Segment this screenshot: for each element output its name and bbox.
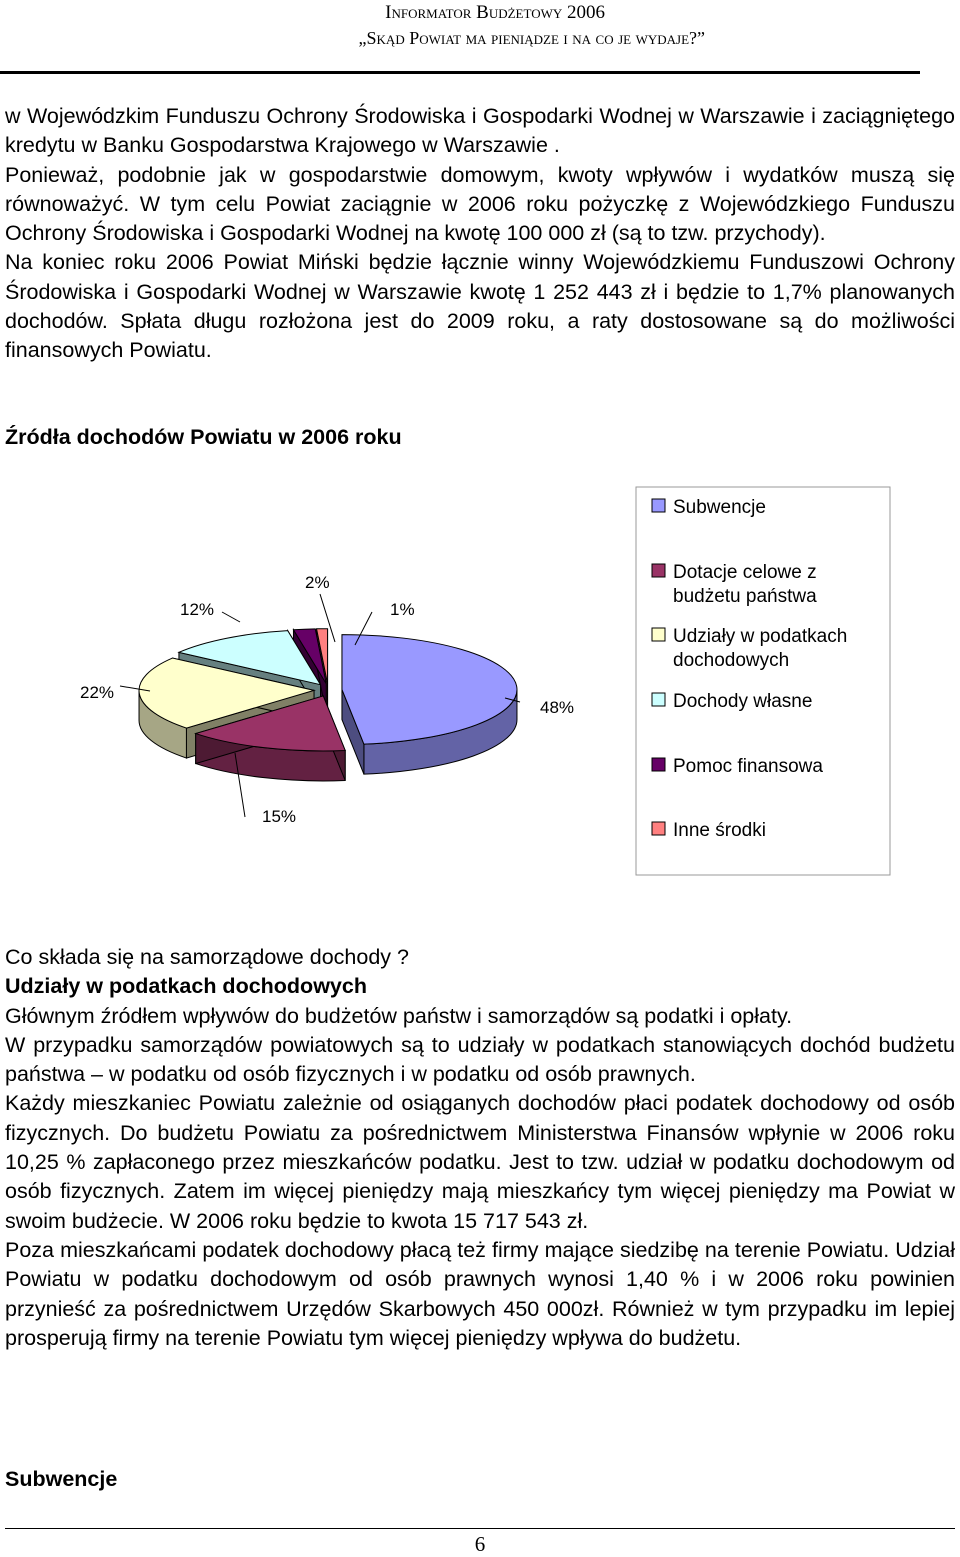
intro-paragraph: Ponieważ, podobnie jak w gospodarstwie domowym, kwoty wpływów i wydatków muszą się równoważyć. W tym celu Powiat zaciągnie w 2006 roku pożyczkę z Wojewódzkiego Funduszu Ochrony Środowiska i Gospodarki Wodnej na kwotę 100 000 zł (są to tzw. przychody). [5,162,955,246]
pie-data-label: 22% [80,683,115,702]
legend-label: Dochody własne [673,691,813,712]
legend-box [636,487,890,875]
header-rule [0,71,920,74]
legend-label: Pomoc finansowa [673,756,823,777]
section2-heading: Subwencje [5,1467,118,1491]
footer-rule [5,1528,955,1529]
legend-swatch [652,693,665,706]
section1-paragraph: Poza mieszkańcami podatek dochodowy płacą też firmy mające siedzibę na terenie Powiatu. Udział Powiatu w podatku dochodowym od osób prawnych wynosi 1,40 % i w 2006 roku powinien przynieść za pośrednictwem Urzędów Skarbowych 450 000zł. Również w tym przypadku im lepiej prosperują firmy na terenie Powiatu tym więcej pieniędzy wpływa do budżetu. [5,1237,955,1350]
legend-swatch [652,822,665,835]
pie-data-label: 1% [390,600,415,619]
section1-paragraph: Każdy mieszkaniec Powiatu zależnie od osiąganych dochodów płaci podatek dochodowy od osób fizycznych. Do budżetu Powiatu za pośrednictwem Ministerstwa Finansów wpłynie w 2006 roku 10,25 % zapłaconego przez mieszkańców podatku. Jest to tzw. udział w podatku dochodowym od osób fizycznych. Zatem im więcej pieniędzy mają mieszkańcy tym więcej pieniędzy ma Powiat w swoim budżecie. W 2006 roku będzie to kwota 15 717 543 zł. [5,1091,955,1233]
pie-leader-line [222,612,240,622]
pie-data-label: 48% [540,698,575,717]
pie-data-label: 15% [262,807,297,826]
header-title: Informator Budżetowy 2006 [385,2,605,23]
income-sources-chart [0,470,960,900]
legend-label: Udziały w podatkach dochodowych [673,626,848,671]
legend-swatch [652,628,665,641]
legend-swatch [652,499,665,512]
chart-heading: Źródła dochodów Powiatu w 2006 roku [5,425,402,449]
legend-swatch [652,758,665,771]
header-subtitle: „Skąd Powiat ma pieniądze i na co je wydaje?” [358,28,705,48]
section1-paragraph: W przypadku samorządów powiatowych są to udziały w podatkach stanowiących dochód budżetu państwa – w podatku od osób fizycznych i w podatku od osób prawnych. [5,1032,955,1087]
section1-heading: Udziały w podatkach dochodowych [5,974,367,999]
intro-paragraph: w Wojewódzkim Funduszu Ochrony Środowiska i Gospodarki Wodnej w Warszawie i zaciągniętego kredytu w Banku Gospodarstwa Krajowego w Warszawie . [5,104,955,158]
pie-data-label: 12% [180,600,215,619]
section1 [5,943,955,1353]
intro-text [5,102,955,366]
legend-swatch [652,564,665,577]
section1-paragraph: Głównym źródłem wpływów do budżetów państw i samorządów są podatki i opłaty. [5,1003,793,1028]
intro-paragraph: Na koniec roku 2006 Powiat Miński będzie łącznie winny Wojewódzkiemu Funduszowi Ochrony Środowiska i Gospodarki Wodnej w Warszawie kwotę 1 252 443 zł i będzie to 1,7% planowanych dochodów. Spłata długu rozłożona jest do 2009 roku, a raty dostosowane są do możliwości finansowych Powiatu. [5,250,955,363]
legend-label: Inne środki [673,820,766,841]
page-number: 6 [474,1532,486,1556]
section1-question: Co składa się na samorządowe dochody ? [5,945,409,969]
pie-chart-svg [0,470,960,900]
pie-data-label: 2% [305,573,330,592]
legend-label: Dotacje celowe z budżetu państwa [673,562,817,607]
legend-label: Subwencje [673,497,766,518]
